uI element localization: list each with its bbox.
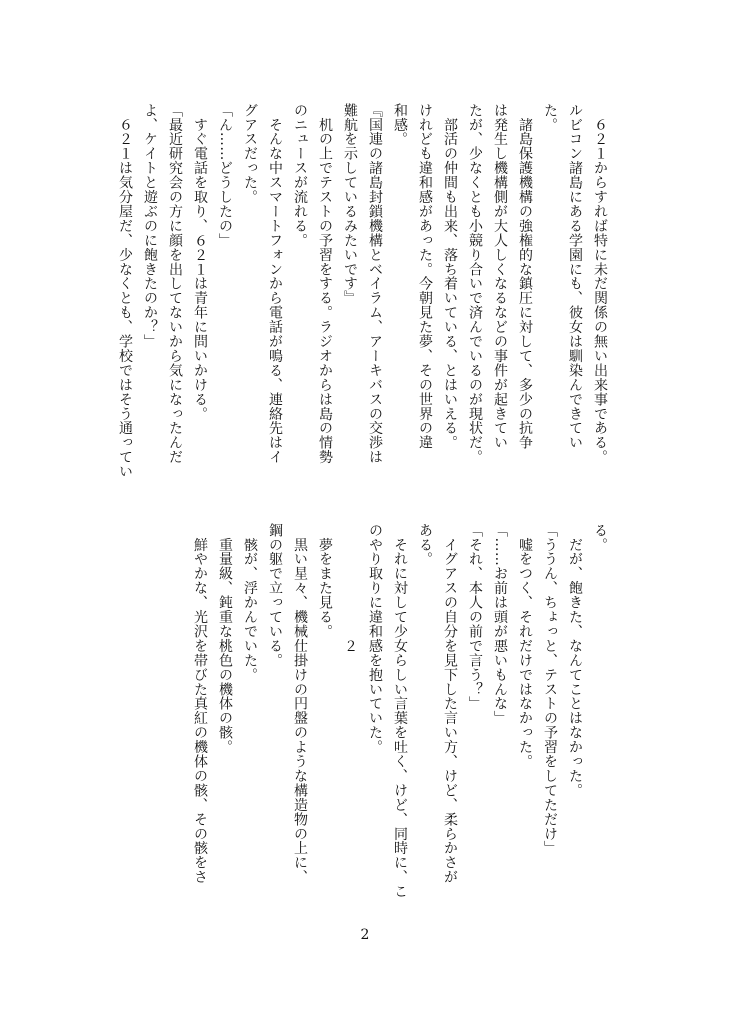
page-number: 2 (360, 927, 370, 943)
text-line: ある。 (417, 523, 433, 567)
text-line: 「……お前は頭が悪いもんな」 (492, 523, 508, 726)
text-line: のやり取りに違和感を抱いていた。 (367, 523, 383, 755)
text-line: 骸が、浮かんでいた。 (242, 523, 258, 682)
text-line: た。 (542, 103, 558, 132)
text-line: ２ (342, 523, 358, 654)
upper-text-column (112, 103, 612, 523)
text-line: よ、ケイトと遊ぶのに飽きたのか？」 (142, 103, 158, 349)
text-line: 夢をまた見る。 (317, 523, 333, 639)
text-line: 和感。 (392, 103, 408, 147)
text-line: 「最近研究会の方に顔を出してないから気になったんだ (167, 103, 183, 465)
text-line: 部活の仲間も出来、落ち着いている、とはいえる。 (442, 103, 458, 450)
text-line: イグアスの自分を見下した言い方、けど、柔らかさが (442, 523, 458, 885)
text-line: 「ううん、ちょっと、テストの予習をしてただけ」 (542, 523, 558, 856)
text-line: グアスだった。 (242, 103, 258, 205)
text-line: けれども違和感があった。今朝見た夢、その世界の違 (417, 103, 433, 450)
text-line: のニュースが流れる。 (292, 103, 308, 248)
lower-text-column (187, 523, 612, 943)
text-line: ６２１は気分屋だ、少なくとも、学校ではそう通ってい (117, 103, 133, 479)
text-line: すぐ電話を取り、６２１は青年に問いかける。 (192, 103, 208, 421)
text-line: 難航を示しているみたいです』 (342, 103, 358, 306)
text-line: 諸島保護機構の強権的な鎮圧に対して、多少の抗争 (517, 103, 533, 450)
text-line: それに対して少女らしい言葉を吐く、けど、同時に、こ (392, 523, 408, 899)
text-line: 黒い星々、機械仕掛けの円盤のような構造物の上に、 (292, 523, 308, 885)
text-line: 『国連の諸島封鎖機構とベイラム、アーキバスの交渉は (367, 103, 383, 465)
text-line: は発生し機構側が大人しくなるなどの事件が起きてい (492, 103, 508, 450)
text-line: たが、少なくとも小競り合いで済んでいるのが現状だ。 (467, 103, 483, 465)
text-line: そんな中スマートフォンから電話が鳴る、連絡先はイ (267, 103, 283, 465)
text-line: だが、飽きた、なんてことはなかった。 (567, 523, 583, 798)
text-line: 嘘をつく、それだけではなかった。 (517, 523, 533, 769)
text-line: 「ん……どうしたの」 (217, 103, 233, 248)
text-line: る。 (592, 523, 608, 552)
text-line: 「それ、本人の前で言う？」 (467, 523, 483, 711)
text-line: ルビコン諸島にある学園にも、彼女は馴染んできてい (567, 103, 583, 450)
text-line: 鮮やかな、光沢を帯びた真紅の機体の骸、その骸をさ (192, 523, 208, 885)
text-line: 机の上でテストの予習をする。ラジオからは島の情勢 (317, 103, 333, 465)
text-line: ６２１からすれば特に未だ関係の無い出来事である。 (592, 103, 608, 465)
text-line: 鋼の躯で立っている。 (267, 523, 283, 668)
text-line: 重量級、鈍重な桃色の機体の骸。 (217, 523, 233, 755)
